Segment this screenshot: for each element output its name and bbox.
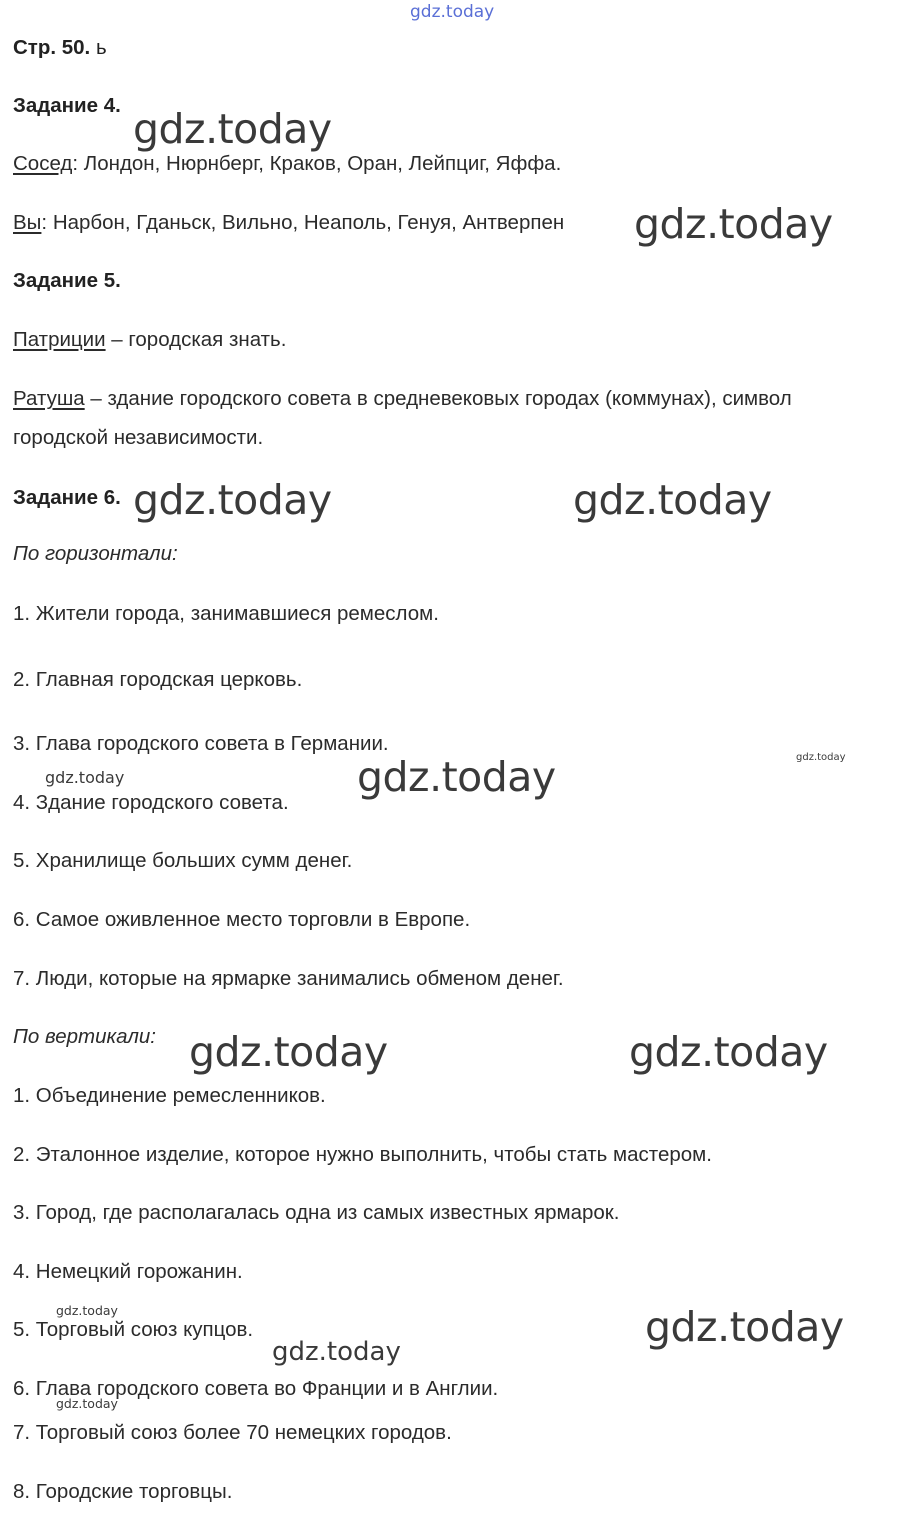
page-mark: ь (95, 36, 107, 59)
horizontal-item: 1. Жители города, занимавшиеся ремеслом. (13, 602, 439, 625)
watermark: gdz.today (189, 1028, 388, 1076)
watermark: gdz.today (56, 1396, 118, 1411)
term-townhall-def: – здание городского совета в средневековых городах (коммунах), символ (84, 387, 792, 410)
you-cities: : Нарбон, Гданьск, Вильно, Неаполь, Генуя, Антверпен (41, 211, 565, 234)
horizontal-item: 2. Главная городская церковь. (13, 668, 303, 691)
page-header (13, 35, 107, 61)
task6-title: Задание 6. (13, 486, 121, 509)
horizontal-item: 3. Глава городского совета в Германии. (13, 732, 389, 755)
you-label: Вы (13, 211, 42, 234)
vertical-item: 8. Городские торговцы. (13, 1480, 233, 1503)
task5-term1 (13, 327, 286, 353)
horizontal-item: 4. Здание городского совета. (13, 791, 289, 814)
vertical-item: 7. Торговый союз более 70 немецких городов. (13, 1421, 452, 1444)
vertical-item: 6. Глава городского совета во Франции и в Англии. (13, 1377, 499, 1400)
watermark: gdz.today (45, 768, 125, 787)
horizontal-item: 6. Самое оживленное место торговли в Европе. (13, 908, 471, 931)
neighbor-label: Сосед (13, 152, 73, 175)
task5-term2 (13, 386, 792, 412)
task4-neighbor-line (13, 151, 561, 177)
horizontal-item: 7. Люди, которые на ярмарке занимались обменом денег. (13, 967, 564, 990)
vertical-item: 5. Торговый союз купцов. (13, 1318, 254, 1341)
watermark: gdz.today (634, 200, 833, 248)
task4-title: Задание 4. (13, 94, 121, 117)
vertical-item: 4. Немецкий горожанин. (13, 1260, 243, 1283)
watermark: gdz.today (357, 753, 556, 801)
vertical-item: 2. Эталонное изделие, которое нужно выполнить, чтобы стать мастером. (13, 1143, 712, 1166)
vertical-item: 3. Город, где располагалась одна из самых известных ярмарок. (13, 1201, 620, 1224)
vertical-item: 1. Объединение ремесленников. (13, 1084, 326, 1107)
watermark: gdz.today (410, 2, 495, 22)
neighbor-cities: : Лондон, Нюрнберг, Краков, Оран, Лейпциг, Яффа. (72, 152, 562, 175)
term-patricians: Патриции (13, 328, 106, 351)
watermark: gdz.today (796, 752, 846, 763)
watermark: gdz.today (645, 1303, 844, 1351)
task5-term2-cont: городской независимости. (13, 426, 264, 449)
horizontal-item: 5. Хранилище больших сумм денег. (13, 849, 353, 872)
term-townhall: Ратуша (13, 387, 85, 410)
watermark: gdz.today (272, 1337, 401, 1367)
watermark: gdz.today (133, 105, 332, 153)
watermark: gdz.today (573, 476, 772, 524)
term-patricians-def: – городская знать. (105, 328, 287, 351)
task5-title: Задание 5. (13, 269, 121, 292)
horizontal-title: По горизонтали: (13, 542, 178, 565)
watermark: gdz.today (133, 476, 332, 524)
vertical-title: По вертикали: (13, 1025, 156, 1048)
task4-you-line (13, 210, 564, 236)
watermark: gdz.today (629, 1028, 828, 1076)
watermark: gdz.today (56, 1303, 118, 1318)
page-number: Стр. 50. (13, 36, 91, 59)
